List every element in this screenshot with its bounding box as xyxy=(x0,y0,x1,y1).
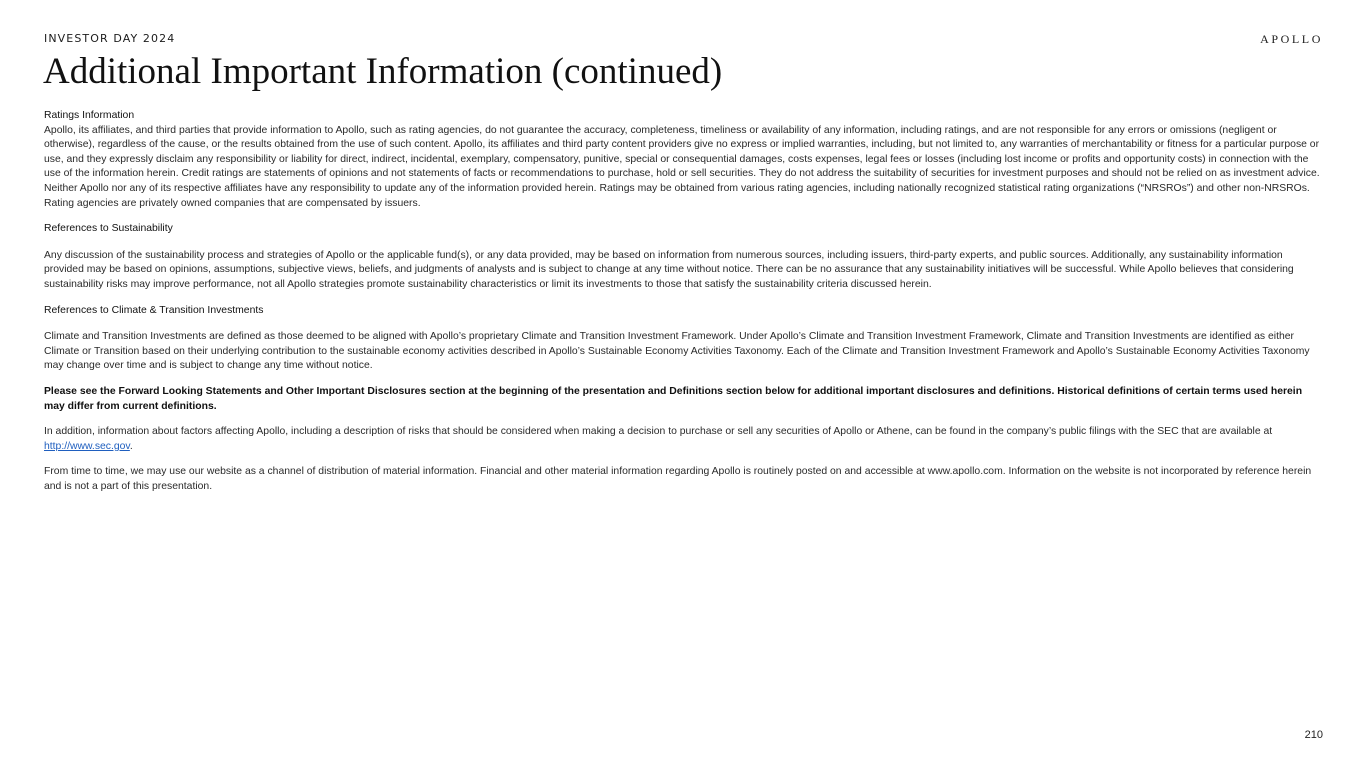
event-label: INVESTOR DAY 2024 xyxy=(44,32,176,45)
disclosure-content xyxy=(44,109,1324,494)
forward-looking-note: Please see the Forward Looking Statements and Other Important Disclosures section at the beginning of the presentation and Definitions section below for additional important disclosures and definitions. Historical definitions of certain terms used herein may differ from current definitions. xyxy=(44,385,1303,412)
page-title: Additional Important Information (continued) xyxy=(43,51,723,92)
sustainability-heading: References to Sustainability xyxy=(44,223,173,235)
ratings-heading: Ratings Information xyxy=(44,110,135,121)
climate-body: Climate and Transition Investments are defined as those deemed to be aligned with Apollo’s proprietary Climate and Transition Investment Framework. Under Apollo’s Climate and Transition Investment Framework, Climate and Transition Investments are identified as either Climate or Transition based on their underlying contribution to the sustainable economy activities described in Apollo’s Sustainable Economy Activities Taxonomy. Each of the Climate and Transition Investment Framework and Apollo’s Sustainable Economy Activities Taxonomy may change over time and is subject to change any time without notice. xyxy=(44,331,1310,372)
climate-heading: References to Climate & Transition Investments xyxy=(44,304,264,316)
ratings-body: Apollo, its affiliates, and third parties that provide information to Apollo, such as rating agencies, do not guarantee the accuracy, completeness, timeliness or availability of any information, including ratings, and are not responsible for any errors or omissions (negligent or otherwise), regardless of the cause, or the results obtained from the use of such content. Apollo, its affiliates and third party content providers give no express or implied warranties, including, but not limited to, any warranties of merchantability or fitness for a particular purpose or use, and they expressly disclaim any responsibility or liability for direct, indirect, incidental, exemplary, compensatory, punitive, special or consequential damages, costs expenses, legal fees or losses (including lost income or profits and opportunity costs) in connection with the use of the information herein. Credit ratings are statements of opinions and not statements of facts or recommendations to purchase, hold or sell securities. They do not address the suitability of securities for investment purposes and should not be relied on as investment advice. Neither Apollo nor any of its respective affiliates have any responsibility to update any of the information provided herein. Ratings may be obtained from various rating agencies, including nationally recognized statistical rating organizations (“NRSROs”) and other non-NRSROs. Rating agencies are privately owned companies that are compensated by issuers. xyxy=(44,124,1320,209)
sustainability-body: Any discussion of the sustainability process and strategies of Apollo or the applicable fund(s), or any data provided, may be based on information from numerous sources, including issuers, third-party experts, and public sources. Additionally, any sustainability information provided may be based on opinions, assumptions, subjective views, beliefs, and judgments of analysts and is subject to change at any time without notice. There can be no assurance that any sustainability initiatives will be successful. While Apollo believes that considering sustainability risks may improve performance, not all Apollo strategies promote sustainability characteristics or limit its investments to those that satisfy the sustainability criteria discussed herein. xyxy=(44,249,1294,290)
website-paragraph: From time to time, we may use our website as a channel of distribution of material information. Financial and other material information regarding Apollo is routinely posted on and accessible at www.apollo.com. Information on the website is not incorporated by reference herein and is not a part of this presentation. xyxy=(44,466,1312,492)
page-number: 210 xyxy=(1304,729,1323,741)
apollo-logo: APOLLO xyxy=(1260,32,1323,46)
sec-filings-paragraph xyxy=(44,425,1324,454)
sec-link[interactable]: http://www.sec.gov xyxy=(44,440,130,452)
sec-filings-text: In addition, information about factors affecting Apollo, including a description of risks that should be considered when making a decision to purchase or sell any securities of Apollo or Athene, can be found in the company’s public filings with the SEC that are available at xyxy=(44,426,1273,438)
sec-filings-end: . xyxy=(129,440,133,452)
